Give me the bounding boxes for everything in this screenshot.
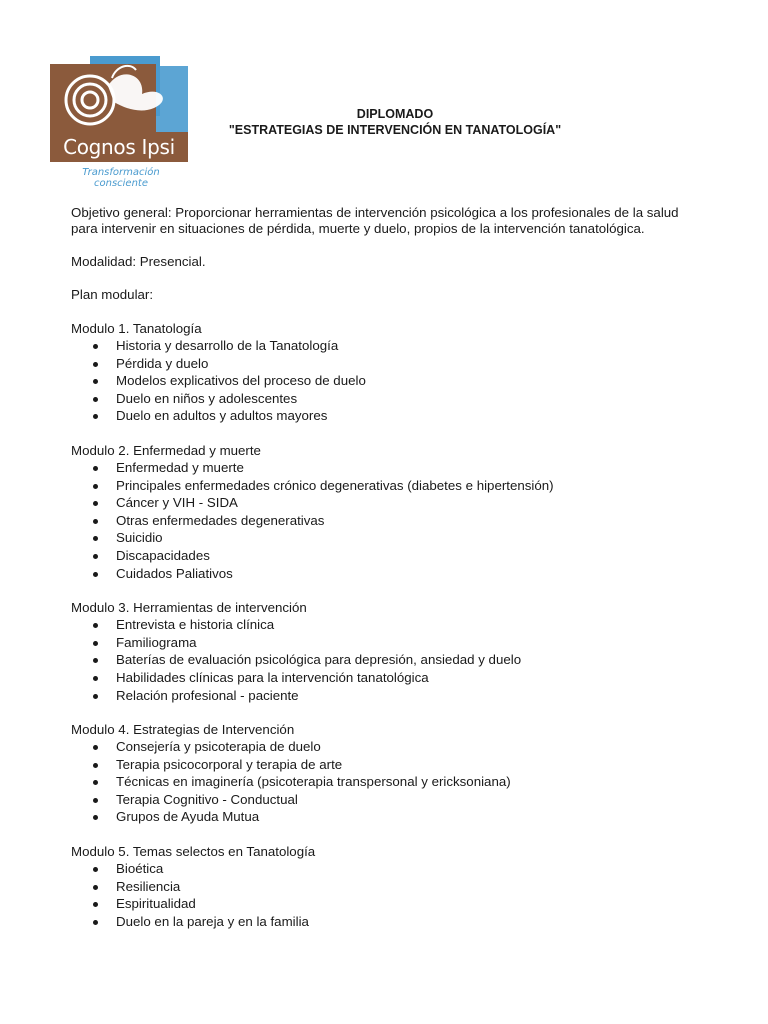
objective-paragraph: Objetivo general: Proporcionar herramientas de intervención psicológica a los profesionales de la salud para intervenir en situaciones de pérdida, muerte y duelo, propios de la intervención tanatológica.	[71, 205, 679, 236]
module-3	[71, 599, 691, 704]
module-5	[71, 843, 691, 930]
module-2	[71, 442, 691, 582]
list-item: Terapia Cognitivo - Conductual	[116, 791, 691, 809]
list-item: Duelo en la pareja y en la familia	[116, 913, 691, 931]
document-title	[200, 106, 590, 138]
list-item: Resiliencia	[116, 878, 691, 896]
modality-paragraph: Modalidad: Presencial.	[71, 254, 206, 269]
list-item: Historia y desarrollo de la Tanatología	[116, 337, 691, 355]
list-item: Baterías de evaluación psicológica para depresión, ansiedad y duelo	[116, 651, 691, 669]
list-item: Suicidio	[116, 529, 691, 547]
module-title: Modulo 2. Enfermedad y muerte	[71, 442, 261, 458]
module-title: Modulo 5. Temas selectos en Tanatología	[71, 844, 316, 860]
cognos-ipsi-logo	[50, 48, 190, 189]
list-item: Enfermedad y muerte	[116, 459, 691, 477]
module-items	[71, 860, 691, 930]
list-item: Grupos de Ayuda Mutua	[116, 808, 691, 826]
module-4	[71, 721, 691, 826]
list-item: Duelo en adultos y adultos mayores	[116, 407, 691, 425]
document-body	[71, 205, 691, 947]
list-item: Cuidados Paliativos	[116, 565, 691, 583]
module-title: Modulo 4. Estrategias de Intervención	[71, 722, 295, 738]
list-item: Terapia psicocorporal y terapia de arte	[116, 756, 691, 774]
list-item: Consejería y psicoterapia de duelo	[116, 738, 691, 756]
list-item: Relación profesional - paciente	[116, 687, 691, 705]
module-items	[71, 616, 691, 704]
list-item: Modelos explicativos del proceso de duelo	[116, 372, 691, 390]
list-item: Habilidades clínicas para la intervención tanatológica	[116, 669, 691, 687]
title-line-2: "ESTRATEGIAS DE INTERVENCIÓN EN TANATOLOGÍA"	[228, 123, 562, 137]
module-items	[71, 459, 691, 582]
list-item: Pérdida y duelo	[116, 355, 691, 373]
list-item: Espiritualidad	[116, 895, 691, 913]
module-items	[71, 738, 691, 826]
list-item: Discapacidades	[116, 547, 691, 565]
list-item: Entrevista e historia clínica	[116, 616, 691, 634]
list-item: Bioética	[116, 860, 691, 878]
list-item: Familiograma	[116, 634, 691, 652]
logo-brand-text: Cognos Ipsi	[63, 135, 175, 159]
list-item: Otras enfermedades degenerativas	[116, 512, 691, 530]
module-items	[71, 337, 691, 425]
list-item: Duelo en niños y adolescentes	[116, 390, 691, 408]
title-line-1: DIPLOMADO	[356, 107, 434, 121]
list-item: Cáncer y VIH - SIDA	[116, 494, 691, 512]
plan-label: Plan modular:	[71, 287, 154, 302]
module-title: Modulo 3. Herramientas de intervención	[71, 600, 307, 616]
list-item: Principales enfermedades crónico degenerativas (diabetes e hipertensión)	[116, 477, 691, 495]
module-1	[71, 320, 691, 425]
module-title: Modulo 1. Tanatología	[71, 321, 202, 336]
logo-tagline: Transformación consciente	[82, 167, 160, 189]
list-item: Técnicas en imaginería (psicoterapia transpersonal y ericksoniana)	[116, 773, 691, 791]
